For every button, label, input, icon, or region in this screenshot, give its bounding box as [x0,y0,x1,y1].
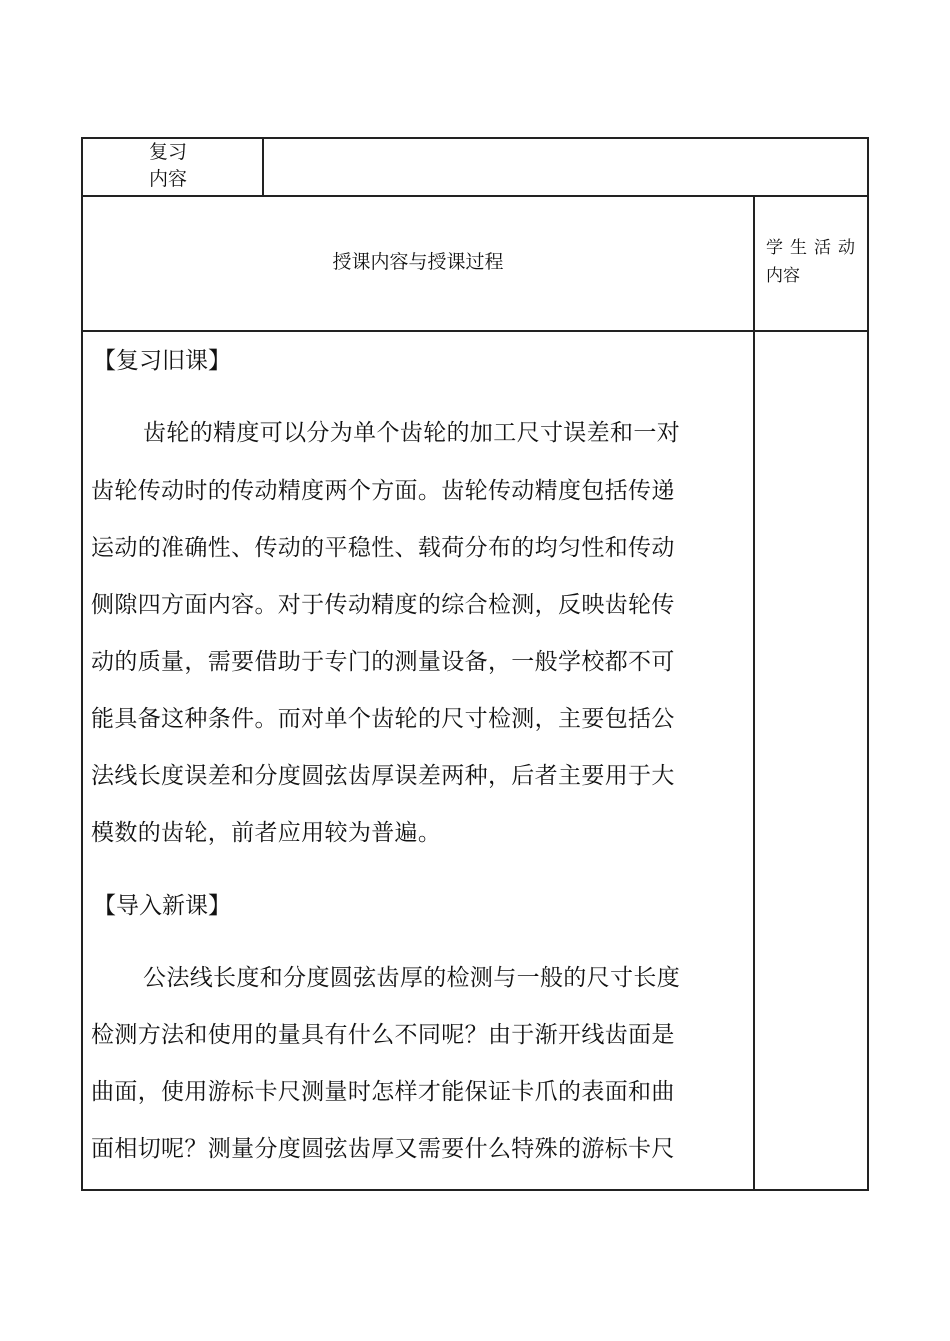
review-paragraph-line: 动的质量，需要借助于专门的测量设备，一般学校都不可 [91,649,675,675]
review-paragraph-line: 运动的准确性、传动的平稳性、载荷分布的均匀性和传动 [91,535,675,561]
table-border-right [867,137,869,1191]
table-border-bottom [81,1189,869,1191]
review-heading: 【复习旧课】 [93,348,231,374]
teaching-content-header: 授课内容与授课过程 [332,251,504,273]
review-content-label [82,138,262,196]
review-cell-divider [262,137,264,197]
review-label-line2: 内容 [149,168,188,190]
review-label-line1: 复习 [149,141,188,163]
student-label-line1: 学生活动 [766,238,862,258]
review-paragraph-line: 齿轮传动时的传动精度两个方面。齿轮传动精度包括传递 [91,478,675,504]
row2-divider [81,330,869,332]
table-border-left [81,137,83,1191]
student-activity-label [766,234,862,290]
student-column-divider [753,195,755,1191]
intro-heading: 【导入新课】 [93,893,231,919]
review-paragraph-line: 侧隙四方面内容。对于传动精度的综合检测，反映齿轮传 [91,592,675,618]
review-paragraph-line: 模数的齿轮，前者应用较为普遍。 [91,820,442,846]
review-paragraph-line: 法线长度误差和分度圆弦齿厚误差两种，后者主要用于大 [91,763,675,789]
student-label-line2: 内容 [766,266,800,286]
intro-paragraph-line: 公法线长度和分度圆弦齿厚的检测与一般的尺寸长度 [143,965,681,991]
intro-paragraph-line: 曲面，使用游标卡尺测量时怎样才能保证卡爪的表面和曲 [91,1079,675,1105]
review-paragraph-line: 能具备这种条件。而对单个齿轮的尺寸检测，主要包括公 [91,706,675,732]
intro-paragraph-line: 检测方法和使用的量具有什么不同呢？由于渐开线齿面是 [91,1022,675,1048]
review-paragraph-line: 齿轮的精度可以分为单个齿轮的加工尺寸误差和一对 [143,420,681,446]
intro-paragraph-line: 面相切呢？测量分度圆弦齿厚又需要什么特殊的游标卡尺 [91,1136,675,1162]
